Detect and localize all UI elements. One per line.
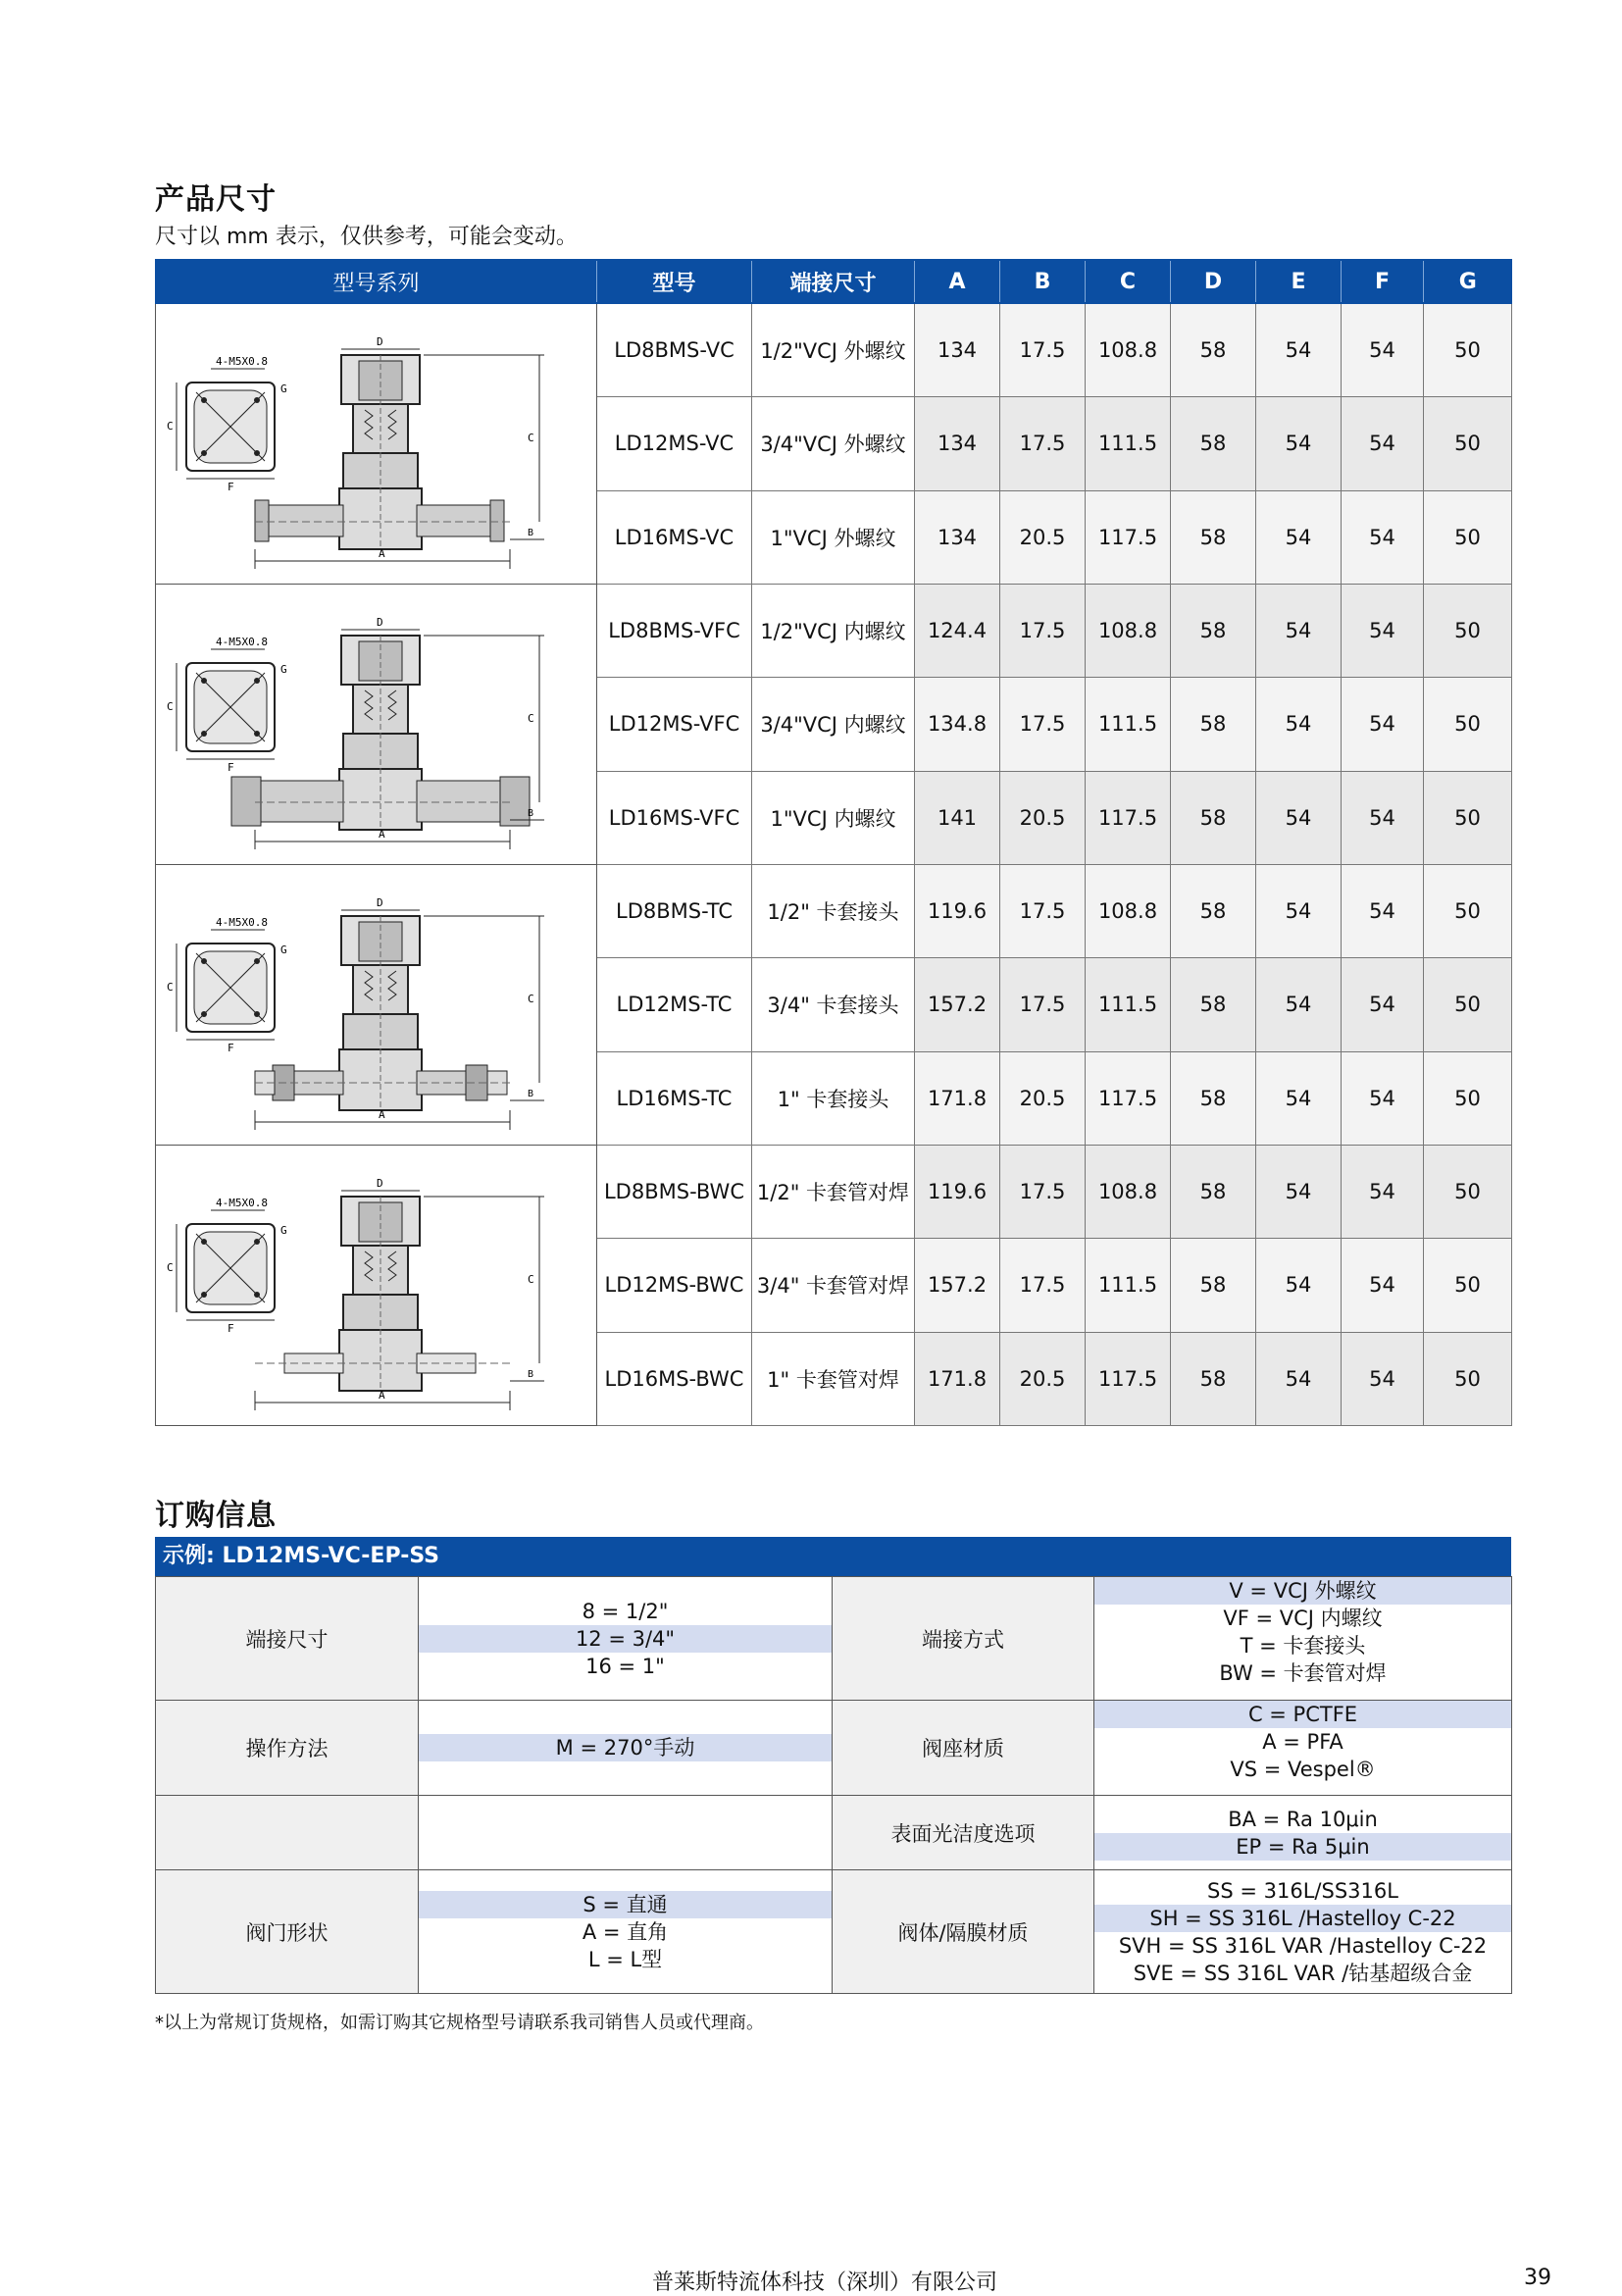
d-label: D <box>376 616 383 629</box>
d-label: D <box>376 335 383 348</box>
b-label: B <box>527 528 533 538</box>
footer-company: 普莱斯特流体科技（深圳）有限公司 <box>652 2270 998 2295</box>
model-cell: LD12MS-BWC <box>597 1239 752 1332</box>
valve-drawing-tc <box>156 865 597 1146</box>
connection-cell: 1/2" 卡套接头 <box>752 865 915 958</box>
valve-drawing-vc <box>156 303 597 585</box>
dim-g-cell: 50 <box>1424 1239 1512 1332</box>
thread-label: 4-M5X0.8 <box>215 916 268 929</box>
connection-cell: 1"VCJ 外螺纹 <box>752 490 915 584</box>
page-number: 39 <box>1524 2266 1551 2290</box>
model-cell: LD16MS-VC <box>597 490 752 584</box>
dim-c-cell: 117.5 <box>1086 1332 1171 1425</box>
thread-label: 4-M5X0.8 <box>215 636 268 648</box>
g-label: G <box>279 944 287 956</box>
d-label: D <box>376 1177 383 1190</box>
dim-g-cell: 50 <box>1424 397 1512 490</box>
end-size-option: 16 = 1" <box>419 1653 832 1680</box>
dim-b-cell: 17.5 <box>1000 1146 1086 1239</box>
end-size-label: 端接尺寸 <box>156 1577 419 1701</box>
shape-option: S = 直通 <box>419 1891 832 1918</box>
dim-c-cell: 111.5 <box>1086 958 1171 1051</box>
dim-d-cell: 58 <box>1171 1239 1256 1332</box>
dim-a-cell: 157.2 <box>915 1239 1000 1332</box>
dim-a-cell: 171.8 <box>915 1332 1000 1425</box>
model-cell: LD12MS-TC <box>597 958 752 1051</box>
seat-option: A = PFA <box>1094 1728 1511 1756</box>
thread-label: 4-M5X0.8 <box>215 1197 268 1209</box>
c-label-side: C <box>527 1273 534 1286</box>
valve-svg <box>157 865 596 1140</box>
connection-cell: 3/4" 卡套管对焊 <box>752 1239 915 1332</box>
b-label: B <box>527 1369 533 1380</box>
c-label-top: C <box>166 1261 174 1274</box>
dim-e-cell: 54 <box>1256 303 1342 397</box>
dimensions-row <box>156 1146 1512 1239</box>
dim-b-cell: 20.5 <box>1000 1332 1086 1425</box>
operation-label: 操作方法 <box>156 1701 419 1796</box>
body-option: SH = SS 316L /Hastelloy C-22 <box>1094 1905 1511 1932</box>
header-c: C <box>1086 260 1171 303</box>
dim-e-cell: 54 <box>1256 1146 1342 1239</box>
dim-g-cell: 50 <box>1424 303 1512 397</box>
connection-cell: 1/2"VCJ 外螺纹 <box>752 303 915 397</box>
seat-options <box>1094 1701 1512 1796</box>
b-label: B <box>527 808 533 819</box>
ordering-example: 示例: LD12MS-VC-EP-SS <box>155 1537 1511 1576</box>
c-label-top: C <box>166 981 174 994</box>
dim-a-cell: 119.6 <box>915 865 1000 958</box>
dim-g-cell: 50 <box>1424 958 1512 1051</box>
a-label: A <box>378 547 385 560</box>
dim-d-cell: 58 <box>1171 958 1256 1051</box>
dim-c-cell: 108.8 <box>1086 585 1171 678</box>
dim-a-cell: 157.2 <box>915 958 1000 1051</box>
body-options <box>1094 1870 1512 1994</box>
d-label: D <box>376 896 383 909</box>
dim-f-cell: 54 <box>1342 865 1424 958</box>
dim-a-cell: 124.4 <box>915 585 1000 678</box>
connection-cell: 3/4"VCJ 内螺纹 <box>752 678 915 771</box>
dim-g-cell: 50 <box>1424 1051 1512 1145</box>
c-label-side: C <box>527 712 534 725</box>
dim-f-cell: 54 <box>1342 1051 1424 1145</box>
dim-b-cell: 20.5 <box>1000 771 1086 864</box>
header-b: B <box>1000 260 1086 303</box>
end-type-label: 端接方式 <box>833 1577 1094 1701</box>
dim-d-cell: 58 <box>1171 397 1256 490</box>
c-label-top: C <box>166 700 174 713</box>
shape-option: L = L型 <box>419 1946 832 1973</box>
dim-c-cell: 117.5 <box>1086 771 1171 864</box>
finish-options <box>1094 1796 1512 1870</box>
dim-b-cell: 17.5 <box>1000 397 1086 490</box>
dim-d-cell: 58 <box>1171 1332 1256 1425</box>
thread-label: 4-M5X0.8 <box>215 355 268 368</box>
header-f: F <box>1342 260 1424 303</box>
finish-option: EP = Ra 5μin <box>1094 1833 1511 1861</box>
dim-e-cell: 54 <box>1256 585 1342 678</box>
end-type-option: BW = 卡套管对焊 <box>1094 1659 1511 1687</box>
header-d: D <box>1171 260 1256 303</box>
dim-b-cell: 20.5 <box>1000 490 1086 584</box>
f-label: F <box>227 481 234 493</box>
seat-option: C = PCTFE <box>1094 1701 1511 1728</box>
dim-d-cell: 58 <box>1171 865 1256 958</box>
dim-f-cell: 54 <box>1342 585 1424 678</box>
valve-drawing-bwc <box>156 1146 597 1426</box>
dim-d-cell: 58 <box>1171 585 1256 678</box>
dim-g-cell: 50 <box>1424 865 1512 958</box>
dim-f-cell: 54 <box>1342 958 1424 1051</box>
g-label: G <box>279 663 287 676</box>
f-label: F <box>227 1042 234 1054</box>
connection-cell: 1/2" 卡套管对焊 <box>752 1146 915 1239</box>
model-cell: LD16MS-BWC <box>597 1332 752 1425</box>
dim-e-cell: 54 <box>1256 1051 1342 1145</box>
valve-svg <box>157 1146 596 1420</box>
shape-label: 阀门形状 <box>156 1870 419 1994</box>
dim-e-cell: 54 <box>1256 678 1342 771</box>
connection-cell: 1" 卡套接头 <box>752 1051 915 1145</box>
header-e: E <box>1256 260 1342 303</box>
header-series: 型号系列 <box>156 260 597 303</box>
dimensions-header-row <box>156 260 1512 303</box>
dim-d-cell: 58 <box>1171 678 1256 771</box>
f-label: F <box>227 1322 234 1335</box>
finish-label: 表面光洁度选项 <box>833 1796 1094 1870</box>
dim-f-cell: 54 <box>1342 397 1424 490</box>
dim-f-cell: 54 <box>1342 678 1424 771</box>
dim-b-cell: 17.5 <box>1000 585 1086 678</box>
dim-f-cell: 54 <box>1342 1239 1424 1332</box>
a-label: A <box>378 828 385 841</box>
dim-g-cell: 50 <box>1424 1332 1512 1425</box>
end-size-option: 12 = 3/4" <box>419 1625 832 1653</box>
dim-a-cell: 134 <box>915 303 1000 397</box>
dim-g-cell: 50 <box>1424 490 1512 584</box>
section-title-ordering: 订购信息 <box>155 1499 277 1533</box>
dim-b-cell: 20.5 <box>1000 1051 1086 1145</box>
a-label: A <box>378 1389 385 1402</box>
body-label: 阀体/隔膜材质 <box>833 1870 1094 1994</box>
end-type-options <box>1094 1577 1512 1701</box>
dim-b-cell: 17.5 <box>1000 678 1086 771</box>
seat-option: VS = Vespel® <box>1094 1756 1511 1783</box>
dim-c-cell: 117.5 <box>1086 490 1171 584</box>
header-connection: 端接尺寸 <box>752 260 915 303</box>
dim-e-cell: 54 <box>1256 397 1342 490</box>
dim-c-cell: 108.8 <box>1086 865 1171 958</box>
dim-e-cell: 54 <box>1256 1239 1342 1332</box>
c-label-top: C <box>166 420 174 433</box>
dimensions-table <box>155 259 1512 1426</box>
end-size-option: 8 = 1/2" <box>419 1598 832 1625</box>
ordering-table <box>155 1576 1512 1994</box>
connection-cell: 1/2"VCJ 内螺纹 <box>752 585 915 678</box>
connection-cell: 3/4"VCJ 外螺纹 <box>752 397 915 490</box>
connection-cell: 1"VCJ 内螺纹 <box>752 771 915 864</box>
finish-option: BA = Ra 10μin <box>1094 1806 1511 1833</box>
dim-c-cell: 108.8 <box>1086 1146 1171 1239</box>
a-label: A <box>378 1108 385 1121</box>
dim-a-cell: 134 <box>915 397 1000 490</box>
model-cell: LD12MS-VC <box>597 397 752 490</box>
dim-d-cell: 58 <box>1171 1051 1256 1145</box>
operation-options <box>419 1701 833 1796</box>
dim-c-cell: 108.8 <box>1086 303 1171 397</box>
model-cell: LD8BMS-VFC <box>597 585 752 678</box>
dim-c-cell: 111.5 <box>1086 678 1171 771</box>
shape-option: A = 直角 <box>419 1918 832 1946</box>
dim-g-cell: 50 <box>1424 1146 1512 1239</box>
model-cell: LD12MS-VFC <box>597 678 752 771</box>
body-option: SS = 316L/SS316L <box>1094 1877 1511 1905</box>
dim-f-cell: 54 <box>1342 303 1424 397</box>
dim-d-cell: 58 <box>1171 771 1256 864</box>
dim-b-cell: 17.5 <box>1000 865 1086 958</box>
model-cell: LD16MS-TC <box>597 1051 752 1145</box>
dim-a-cell: 134 <box>915 490 1000 584</box>
dimensions-row <box>156 303 1512 397</box>
end-type-option: T = 卡套接头 <box>1094 1632 1511 1659</box>
spacer-cell <box>156 1796 419 1870</box>
valve-drawing-vfc <box>156 585 597 865</box>
header-model: 型号 <box>597 260 752 303</box>
c-label-side: C <box>527 432 534 444</box>
model-cell: LD8BMS-BWC <box>597 1146 752 1239</box>
g-label: G <box>279 383 287 395</box>
body-option: SVH = SS 316L VAR /Hastelloy C-22 <box>1094 1932 1511 1960</box>
c-label-side: C <box>527 993 534 1005</box>
dim-a-cell: 141 <box>915 771 1000 864</box>
dim-d-cell: 58 <box>1171 490 1256 584</box>
dim-f-cell: 54 <box>1342 1146 1424 1239</box>
dimensions-subtitle: 尺寸以 mm 表示，仅供参考，可能会变动。 <box>155 225 578 249</box>
dim-b-cell: 17.5 <box>1000 1239 1086 1332</box>
dim-a-cell: 171.8 <box>915 1051 1000 1145</box>
dim-f-cell: 54 <box>1342 1332 1424 1425</box>
valve-svg <box>157 585 596 859</box>
model-cell: LD16MS-VFC <box>597 771 752 864</box>
dim-c-cell: 111.5 <box>1086 1239 1171 1332</box>
header-g: G <box>1424 260 1512 303</box>
dim-e-cell: 54 <box>1256 490 1342 584</box>
dim-c-cell: 117.5 <box>1086 1051 1171 1145</box>
operation-option: M = 270°手动 <box>419 1734 832 1761</box>
dim-b-cell: 17.5 <box>1000 303 1086 397</box>
end-size-options <box>419 1577 833 1701</box>
dim-b-cell: 17.5 <box>1000 958 1086 1051</box>
dim-d-cell: 58 <box>1171 303 1256 397</box>
g-label: G <box>279 1224 287 1237</box>
b-label: B <box>527 1089 533 1099</box>
dim-e-cell: 54 <box>1256 958 1342 1051</box>
seat-label: 阀座材质 <box>833 1701 1094 1796</box>
shape-options <box>419 1870 833 1994</box>
dim-g-cell: 50 <box>1424 585 1512 678</box>
dim-f-cell: 54 <box>1342 490 1424 584</box>
f-label: F <box>227 761 234 774</box>
header-a: A <box>915 260 1000 303</box>
dim-a-cell: 134.8 <box>915 678 1000 771</box>
dimensions-row <box>156 865 1512 958</box>
model-cell: LD8BMS-TC <box>597 865 752 958</box>
dim-f-cell: 54 <box>1342 771 1424 864</box>
dimensions-row <box>156 585 1512 678</box>
dim-e-cell: 54 <box>1256 1332 1342 1425</box>
dim-e-cell: 54 <box>1256 771 1342 864</box>
dim-g-cell: 50 <box>1424 771 1512 864</box>
section-title-dimensions: 产品尺寸 <box>155 182 277 217</box>
dim-e-cell: 54 <box>1256 865 1342 958</box>
end-type-option: V = VCJ 外螺纹 <box>1094 1577 1511 1605</box>
spacer-cell <box>419 1796 833 1870</box>
dim-g-cell: 50 <box>1424 678 1512 771</box>
dim-c-cell: 111.5 <box>1086 397 1171 490</box>
body-option: SVE = SS 316L VAR /钴基超级合金 <box>1094 1960 1511 1987</box>
dim-d-cell: 58 <box>1171 1146 1256 1239</box>
end-type-option: VF = VCJ 内螺纹 <box>1094 1605 1511 1632</box>
valve-svg <box>157 304 596 579</box>
ordering-note: *以上为常规订货规格，如需订购其它规格型号请联系我司销售人员或代理商。 <box>155 2013 764 2033</box>
model-cell: LD8BMS-VC <box>597 303 752 397</box>
dim-a-cell: 119.6 <box>915 1146 1000 1239</box>
connection-cell: 3/4" 卡套接头 <box>752 958 915 1051</box>
connection-cell: 1" 卡套管对焊 <box>752 1332 915 1425</box>
